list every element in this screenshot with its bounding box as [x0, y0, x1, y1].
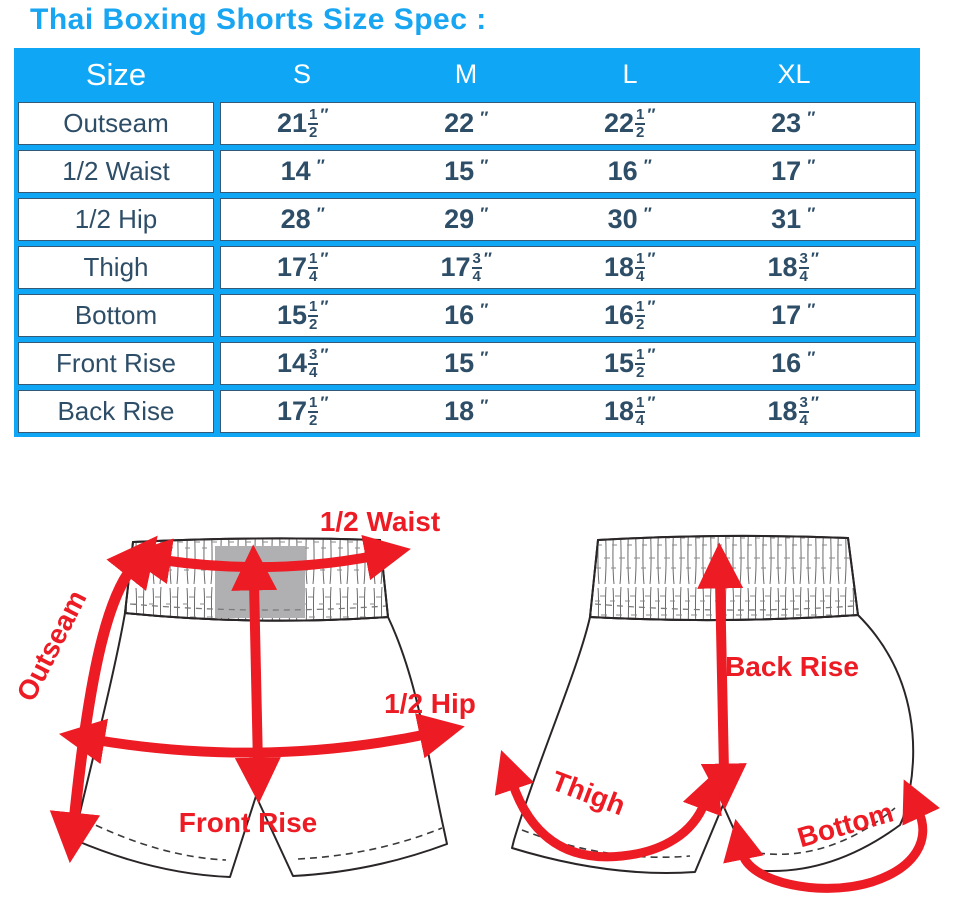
header-size-label: Size	[85, 56, 147, 92]
table-header-row	[18, 52, 916, 97]
size-value: 31 ″	[771, 204, 816, 234]
size-value-cell	[385, 206, 549, 233]
size-value-cell	[385, 350, 549, 377]
back-rise-label: Back Rise	[725, 651, 859, 682]
size-value: 15 ″	[444, 348, 489, 378]
table-row	[18, 198, 916, 241]
size-value-cell	[221, 158, 385, 185]
size-value-cell	[712, 302, 876, 329]
thigh-label: Thigh	[547, 765, 630, 822]
size-value-cell	[548, 347, 712, 380]
row-label-cell	[18, 294, 214, 337]
row-values-cell	[220, 150, 916, 193]
row-label-cell	[18, 246, 214, 289]
outseam-label: Outseam	[10, 585, 93, 707]
size-value: 21 $\frac{1}{2}$ ″	[276, 105, 329, 141]
size-value-cell	[712, 395, 876, 428]
size-value: 23 ″	[771, 108, 816, 138]
size-value-cell	[548, 395, 712, 428]
size-value: 17 ″	[771, 300, 816, 330]
size-value: 16 $\frac{1}{2}$ ″	[603, 297, 656, 333]
row-values-cell	[220, 198, 916, 241]
size-value-cell	[221, 206, 385, 233]
table-row	[18, 390, 916, 433]
row-values-cell	[220, 102, 916, 145]
size-value: 29 ″	[444, 204, 489, 234]
size-value: 17 ″	[771, 156, 816, 186]
row-label-cell	[18, 342, 214, 385]
table-row	[18, 246, 916, 289]
row-values-cell	[220, 294, 916, 337]
row-label-cell	[18, 390, 214, 433]
header-col-l: L	[622, 59, 638, 89]
size-value-cell	[548, 299, 712, 332]
size-value-cell	[221, 299, 385, 332]
bottom-label: Bottom	[794, 796, 897, 854]
size-value: 18 ″	[444, 396, 489, 426]
row-label: 1/2 Hip	[74, 204, 158, 234]
header-columns	[220, 59, 916, 90]
size-value-cell	[712, 251, 876, 284]
table-row	[18, 294, 916, 337]
size-value-cell	[221, 347, 385, 380]
size-value: 14 $\frac{3}{4}$ ″	[276, 345, 329, 381]
size-value-cell	[221, 251, 385, 284]
size-spec-table	[14, 48, 920, 437]
size-value: 28 ″	[280, 204, 325, 234]
size-value-cell	[221, 107, 385, 140]
size-value: 22 $\frac{1}{2}$ ″	[603, 105, 656, 141]
size-value-cell	[548, 206, 712, 233]
back-view-diagram	[490, 500, 950, 900]
row-label: 1/2 Waist	[62, 156, 170, 186]
size-value: 15 $\frac{1}{2}$ ″	[603, 345, 656, 381]
waist-label: 1/2 Waist	[319, 506, 441, 537]
size-value-cell	[712, 158, 876, 185]
size-value: 16 ″	[771, 348, 816, 378]
size-value-cell	[221, 395, 385, 428]
size-value-cell	[712, 350, 876, 377]
row-label: Back Rise	[57, 396, 175, 426]
row-label-cell	[18, 102, 214, 145]
front-rise-label: Front Rise	[178, 807, 318, 838]
size-value: 22 ″	[444, 108, 489, 138]
row-values-cell	[220, 390, 916, 433]
size-value-cell	[548, 107, 712, 140]
row-label: Thigh	[83, 252, 149, 282]
header-col-xl: XL	[777, 59, 811, 89]
size-value-cell	[385, 158, 549, 185]
size-value-cell	[385, 251, 549, 284]
header-col-m: M	[454, 59, 478, 89]
row-values-cell	[220, 246, 916, 289]
size-value: 18 $\frac{3}{4}$ ″	[767, 249, 820, 285]
row-label-cell	[18, 150, 214, 193]
size-value-cell	[385, 110, 549, 137]
size-value: 30 ″	[607, 204, 652, 234]
size-value: 16 ″	[607, 156, 652, 186]
row-values-cell	[220, 342, 916, 385]
size-value: 18 $\frac{3}{4}$ ″	[767, 393, 820, 429]
header-col-s: S	[292, 59, 311, 89]
size-value: 15 $\frac{1}{2}$ ″	[276, 297, 329, 333]
size-value-cell	[712, 110, 876, 137]
size-value: 15 ″	[444, 156, 489, 186]
row-label: Bottom	[74, 300, 158, 330]
size-value: 18 $\frac{1}{4}$ ″	[603, 249, 656, 285]
table-row	[18, 102, 916, 145]
front-rise-measure-arrow	[254, 582, 258, 766]
size-value-cell	[548, 158, 712, 185]
size-value: 18 $\frac{1}{4}$ ″	[603, 393, 656, 429]
size-value: 14 ″	[280, 156, 325, 186]
page-title: Thai Boxing Shorts Size Spec :	[30, 3, 487, 36]
front-view-diagram	[10, 500, 476, 900]
size-value-cell	[712, 206, 876, 233]
size-value: 16 ″	[444, 300, 489, 330]
size-value: 17 $\frac{1}{2}$ ″	[276, 393, 329, 429]
size-value-cell	[385, 398, 549, 425]
size-value: 17 $\frac{1}{4}$ ″	[276, 249, 329, 285]
size-value: 17 $\frac{3}{4}$ ″	[440, 249, 493, 285]
row-label-cell	[18, 198, 214, 241]
size-value-cell	[548, 251, 712, 284]
row-label: Front Rise	[56, 348, 176, 378]
row-label: Outseam	[63, 108, 169, 138]
table-row	[18, 342, 916, 385]
size-value-cell	[385, 302, 549, 329]
front-panel-gray	[215, 546, 305, 618]
hip-label: 1/2 Hip	[384, 688, 476, 719]
back-rise-measure-arrow	[720, 580, 724, 772]
table-row	[18, 150, 916, 193]
